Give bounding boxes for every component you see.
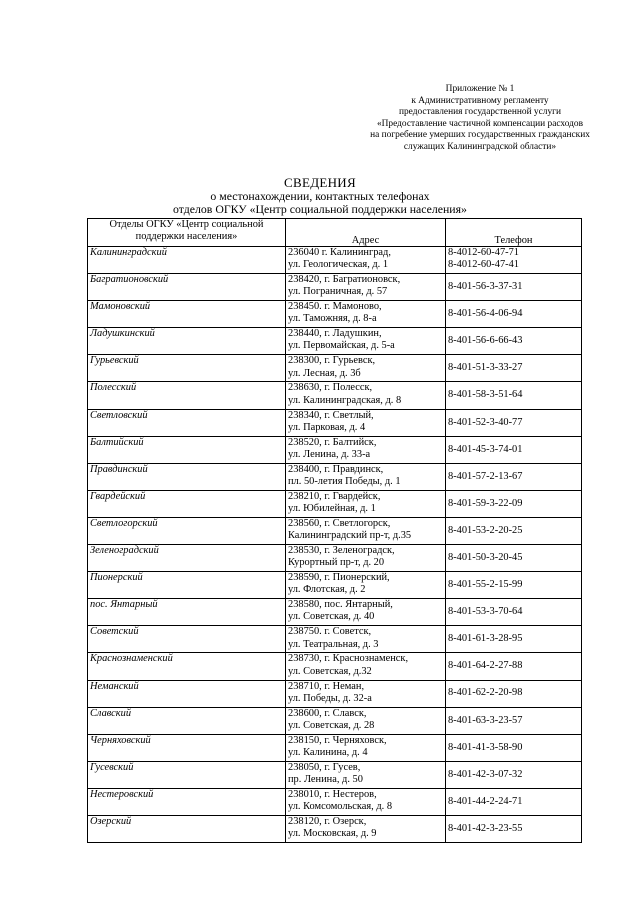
table-row (88, 355, 582, 382)
address-line-2: ул. Победы, д. 32-а (288, 692, 372, 704)
address-line-2: ул. Комсомольская, д. 8 (288, 801, 393, 813)
dept-address (286, 761, 446, 788)
appendix-line: «Предоставление частичной компенсации расходов (376, 118, 584, 129)
subtitle-line-2: отделов ОГКУ «Центр социальной поддержки населения» (173, 202, 467, 216)
dept-name: Полесский (88, 382, 286, 409)
address-line-2: ул. Советская, д.32 (288, 665, 372, 677)
dept-phone (446, 463, 582, 490)
address-line-2: ул. Пограничная, д. 57 (288, 286, 388, 298)
appendix-note (330, 84, 630, 154)
phone-line-1: 8-401-41-3-58-90 (448, 741, 523, 753)
table-row (88, 788, 582, 815)
address-line-1: 238560, г. Светлогорск, (288, 517, 391, 529)
dept-name: Советский (88, 626, 286, 653)
dept-phone (446, 572, 582, 599)
table-row (88, 247, 582, 274)
dept-name: Славский (88, 707, 286, 734)
address-line-2: ул. Таможняя, д. 8-а (288, 313, 377, 325)
header-address: Адрес (286, 219, 446, 247)
dept-name: Краснознаменский (88, 653, 286, 680)
dept-phone (446, 274, 582, 301)
table-body (88, 247, 582, 843)
dept-name: Светловский (88, 409, 286, 436)
appendix-line: к Административному регламенту (411, 95, 549, 106)
dept-phone (446, 734, 582, 761)
dept-name: Калининградский (88, 247, 286, 274)
dept-address (286, 409, 446, 436)
address-line-1: 238340, г. Светлый, (288, 409, 374, 421)
phone-line-1: 8-401-53-3-70-64 (448, 606, 523, 618)
table-row (88, 707, 582, 734)
address-line-1: 238520, г. Балтийск, (288, 436, 377, 448)
table-row (88, 409, 582, 436)
address-line-2: ул. Парковая, д. 4 (288, 421, 366, 433)
dept-address (286, 734, 446, 761)
address-line-2: ул. Театральная, д. 3 (288, 638, 379, 650)
header-dept: Отделы ОГКУ «Центр социальной поддержки населения» (88, 219, 286, 247)
address-line-1: 236040 г. Калининград, (288, 247, 391, 258)
dept-address (286, 247, 446, 274)
document-subtitle (0, 190, 640, 216)
dept-address (286, 572, 446, 599)
dept-phone (446, 680, 582, 707)
table-row (88, 463, 582, 490)
address-line-1: 238710, г. Неман, (288, 680, 365, 692)
dept-phone (446, 301, 582, 328)
dept-phone (446, 815, 582, 842)
dept-phone (446, 436, 582, 463)
table-row (88, 382, 582, 409)
table-row (88, 761, 582, 788)
dept-address (286, 626, 446, 653)
address-line-1: 238050, г. Гусев, (288, 761, 361, 773)
address-line-2: Калининградский пр-т, д.35 (288, 530, 412, 542)
dept-address (286, 355, 446, 382)
dept-phone (446, 761, 582, 788)
address-line-2: ул. Калининградская, д. 8 (288, 394, 402, 406)
dept-address (286, 517, 446, 544)
table-row (88, 653, 582, 680)
dept-name: Балтийский (88, 436, 286, 463)
address-line-1: 238590, г. Пионерский, (288, 572, 390, 584)
dept-name: Правдинский (88, 463, 286, 490)
phone-line-1: 8-401-44-2-24-71 (448, 795, 523, 807)
address-line-1: 238530, г. Зеленоградск, (288, 545, 395, 557)
table-row (88, 301, 582, 328)
table-header-row (88, 219, 582, 247)
address-line-1: 238450. г. Мамоново, (288, 301, 382, 313)
address-line-2: ул. Советская, д. 40 (288, 611, 375, 623)
dept-name: Нестеровский (88, 788, 286, 815)
address-line-1: 238730, г. Краснознаменск, (288, 653, 409, 665)
appendix-line: Приложение № 1 (445, 84, 515, 94)
address-line-1: 238300, г. Гурьевск, (288, 355, 376, 367)
dept-phone (446, 599, 582, 626)
address-line-1: 238400, г. Правдинск, (288, 463, 384, 475)
table-row (88, 517, 582, 544)
phone-line-1: 8-401-56-6-66-43 (448, 335, 523, 347)
dept-phone (446, 409, 582, 436)
header-phone: Телефон (446, 219, 582, 247)
phone-line-1: 8-401-56-4-06-94 (448, 308, 523, 320)
dept-phone (446, 490, 582, 517)
address-line-1: 238750. г. Советск, (288, 626, 372, 638)
address-line-1: 238210, г. Гвардейск, (288, 490, 381, 502)
phone-line-1: 8-401-55-2-15-99 (448, 579, 523, 591)
dept-phone (446, 653, 582, 680)
address-line-2: ул. Флотская, д. 2 (288, 584, 366, 596)
phone-line-1: 8-401-56-3-37-31 (448, 281, 523, 293)
dept-name: Гурьевский (88, 355, 286, 382)
address-line-2: ул. Первомайская, д. 5-а (288, 340, 395, 352)
dept-address (286, 788, 446, 815)
phone-line-1: 8-401-63-3-23-57 (448, 714, 523, 726)
appendix-line: служащих Калининградской области» (403, 141, 557, 152)
dept-address (286, 274, 446, 301)
address-line-1: 238600, г. Славск, (288, 707, 367, 719)
phone-line-1: 8-401-42-3-23-55 (448, 822, 523, 834)
address-line-1: 238630, г. Полесск, (288, 382, 373, 394)
dept-phone (446, 247, 582, 274)
dept-address (286, 490, 446, 517)
dept-name: Озерский (88, 815, 286, 842)
dept-name: Зеленоградский (88, 545, 286, 572)
table-row (88, 328, 582, 355)
dept-phone (446, 517, 582, 544)
dept-address (286, 680, 446, 707)
dept-phone (446, 382, 582, 409)
document-title: СВЕДЕНИЯ (284, 175, 356, 190)
phone-line-1: 8-401-62-2-20-98 (448, 687, 523, 699)
dept-name: Черняховский (88, 734, 286, 761)
table-row (88, 545, 582, 572)
dept-phone (446, 626, 582, 653)
dept-phone (446, 328, 582, 355)
address-line-1: 238580, пос. Янтарный, (288, 599, 393, 611)
phone-line-1: 8-401-61-3-28-95 (448, 633, 523, 645)
dept-address (286, 599, 446, 626)
table-row (88, 436, 582, 463)
subtitle-line-1: о местонахождении, контактных телефонах (210, 189, 430, 203)
dept-name: Гвардейский (88, 490, 286, 517)
table-row (88, 572, 582, 599)
dept-name: Багратионовский (88, 274, 286, 301)
dept-phone (446, 545, 582, 572)
dept-address (286, 653, 446, 680)
phone-line-1: 8-401-53-2-20-25 (448, 524, 523, 536)
table-row (88, 734, 582, 761)
dept-address (286, 463, 446, 490)
dept-address (286, 382, 446, 409)
appendix-line: на погребение умерших государственных гражданских (370, 130, 590, 141)
dept-name: Гусевский (88, 761, 286, 788)
dept-address (286, 815, 446, 842)
table-row (88, 490, 582, 517)
dept-name: Неманский (88, 680, 286, 707)
phone-line-1: 8-401-45-3-74-01 (448, 443, 523, 455)
table-row (88, 274, 582, 301)
phone-line-1: 8-401-58-3-51-64 (448, 389, 523, 401)
departments-table (87, 218, 582, 843)
address-line-2: пр. Ленина, д. 50 (288, 773, 363, 785)
appendix-line: предоставления государственной услуги (398, 107, 562, 118)
address-line-2: ул. Калинина, д. 4 (288, 746, 368, 758)
address-line-1: 238010, г. Нестеров, (288, 788, 377, 800)
dept-phone (446, 355, 582, 382)
phone-line-1: 8-401-51-3-33-27 (448, 362, 523, 374)
dept-name: пос. Янтарный (88, 599, 286, 626)
dept-address (286, 328, 446, 355)
dept-name: Ладушкинский (88, 328, 286, 355)
address-line-1: 238420, г. Багратионовск, (288, 274, 401, 286)
dept-address (286, 545, 446, 572)
address-line-2: ул. Московская, д. 9 (288, 828, 377, 840)
phone-line-1: 8-4012-60-47-71 (448, 247, 519, 258)
dept-name: Пионерский (88, 572, 286, 599)
address-line-1: 238120, г. Озерск, (288, 815, 367, 827)
address-line-2: ул. Лесная, д. 3б (288, 367, 361, 379)
address-line-2: Курортный пр-т, д. 20 (288, 557, 385, 569)
dept-address (286, 301, 446, 328)
phone-line-1: 8-401-64-2-27-88 (448, 660, 523, 672)
address-line-1: 238150, г. Черняховск, (288, 734, 387, 746)
address-line-2: пл. 50-летия Победы, д. 1 (288, 475, 401, 487)
phone-line-1: 8-401-50-3-20-45 (448, 551, 523, 563)
phone-line-1: 8-401-42-3-07-32 (448, 768, 523, 780)
phone-line-2: 8-4012-60-47-41 (448, 259, 519, 271)
phone-line-1: 8-401-57-2-13-67 (448, 470, 523, 482)
table-row (88, 680, 582, 707)
dept-address (286, 436, 446, 463)
address-line-1: 238440, г. Ладушкин, (288, 328, 382, 340)
dept-name: Светлогорский (88, 517, 286, 544)
address-line-2: ул. Юбилейная, д. 1 (288, 503, 376, 515)
dept-name: Мамоновский (88, 301, 286, 328)
address-line-2: ул. Геологическая, д. 1 (288, 259, 389, 271)
phone-line-1: 8-401-52-3-40-77 (448, 416, 523, 428)
dept-address (286, 707, 446, 734)
address-line-2: ул. Советская, д. 28 (288, 719, 375, 731)
table-row (88, 626, 582, 653)
table-row (88, 815, 582, 842)
phone-line-1: 8-401-59-3-22-09 (448, 497, 523, 509)
table-row (88, 599, 582, 626)
dept-phone (446, 788, 582, 815)
address-line-2: ул. Ленина, д. 33-а (288, 448, 371, 460)
dept-phone (446, 707, 582, 734)
